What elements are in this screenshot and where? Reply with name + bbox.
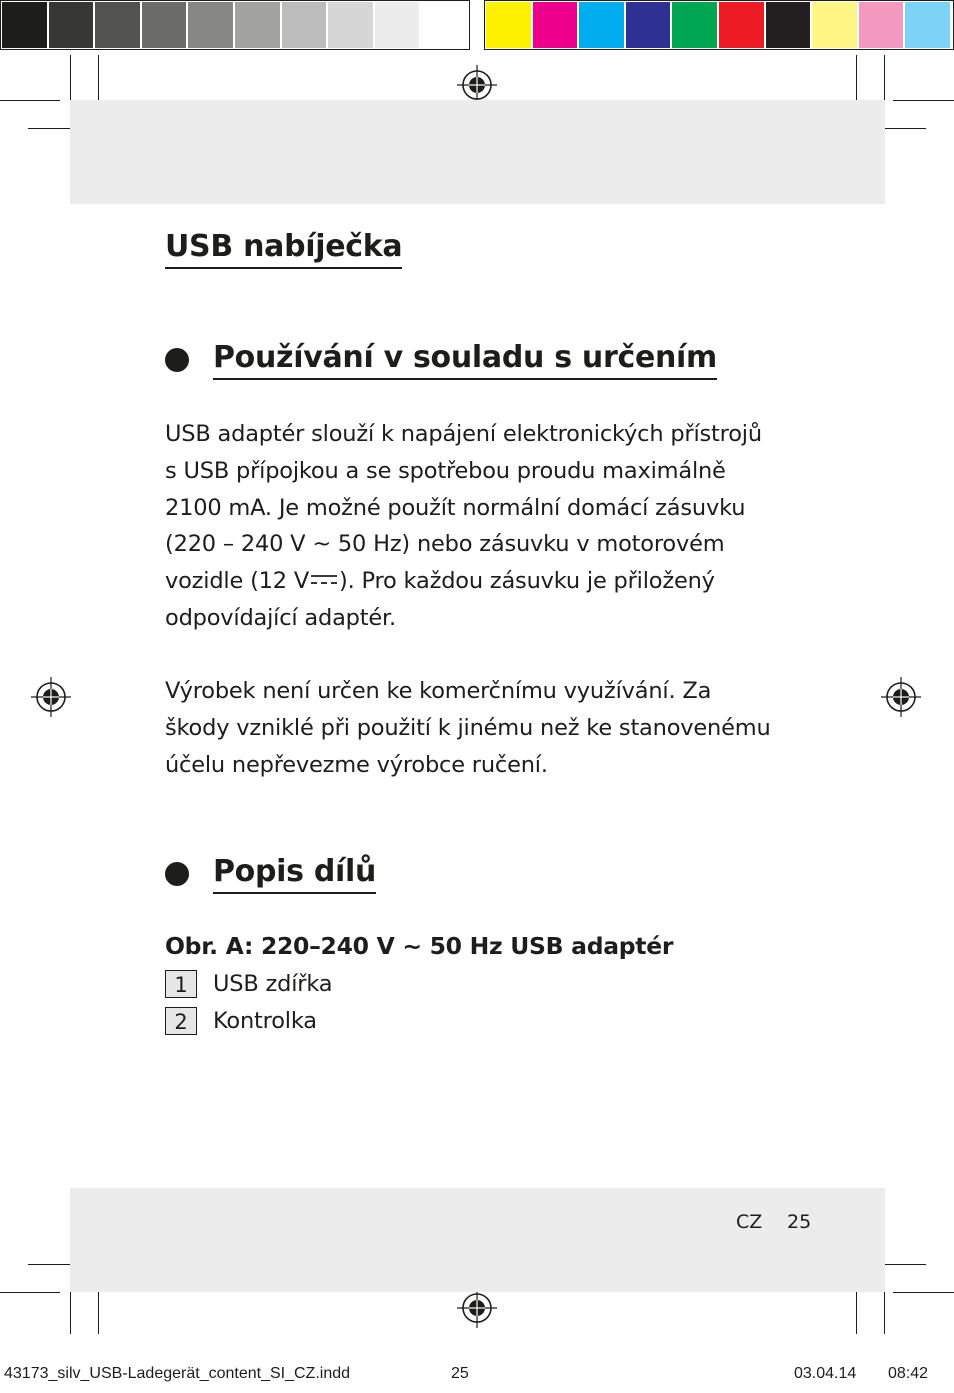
intended-use-paragraph [165,416,805,637]
crop-mark [98,55,99,102]
direct-current-symbol-icon [309,571,339,589]
crop-mark [70,55,71,102]
text-line: škody vzniklé při použití k jinému než ke stanovenému [165,714,771,741]
color-swatch [533,2,578,48]
text-fragment: vozidle (12 V [165,568,310,595]
color-swatch [719,2,764,48]
color-swatch [486,2,531,48]
gray-swatch [235,2,280,48]
section-heading-parts: Popis dílů [213,853,376,894]
crop-mark [0,100,60,101]
gray-swatch [375,2,420,48]
text-line: s USB přípojkou a se spotřebou proudu maximálně [165,457,726,484]
color-swatch [579,2,624,48]
figure-caption: Obr. A: 220–240 V ~ 50 Hz USB adaptér [165,932,674,960]
page-title: USB nabíječka [165,228,402,269]
text-line: 2100 mA. Je možné použít normální domácí zásuvku [165,494,746,521]
parts-list-item [165,1006,317,1036]
registration-mark-icon [457,1288,497,1328]
crop-mark [856,55,857,102]
gray-swatch [282,2,327,48]
text-line: USB adaptér slouží k napájení elektronických přístrojů [165,421,762,447]
parts-list-item [165,969,332,999]
color-swatch [905,2,950,48]
bullet-icon [165,348,189,372]
footer-language: CZ [736,1211,763,1233]
gray-swatch [142,2,187,48]
bullet-icon [165,862,189,886]
gray-swatch [95,2,140,48]
registration-mark-icon [31,677,71,717]
text-line [165,563,805,600]
slug-time: 08:42 [888,1365,929,1382]
registration-mark-icon [457,65,497,105]
part-number: 1 [165,970,197,998]
gray-swatch [2,2,47,48]
gray-swatch [49,2,94,48]
slug-file-page: 25 [451,1365,469,1382]
footer-band [70,1188,885,1292]
color-swatch [672,2,717,48]
text-line: odpovídající adaptér. [165,604,396,631]
crop-mark [893,100,954,101]
gray-swatch [188,2,233,48]
part-label: USB zdířka [213,971,333,997]
color-swatch [626,2,671,48]
crop-mark [884,55,885,102]
gray-swatch [328,2,373,48]
section-heading-intended-use: Používání v souladu s určením [213,339,717,380]
text-line: účelu nepřevezme výrobce ručení. [165,751,548,778]
part-number: 2 [165,1007,197,1035]
commercial-use-paragraph [165,673,805,783]
slug-filename: 43173_silv_USB-Ladegerät_content_SI_CZ.indd [4,1365,351,1382]
crop-mark [0,1292,60,1293]
header-band [70,100,885,204]
part-label: Kontrolka [213,1008,317,1034]
text-line: (220 – 240 V ~ 50 Hz) nebo zásuvku v motorovém [165,531,725,558]
gray-swatch [421,2,466,48]
registration-mark-icon [881,677,921,717]
color-swatch [766,2,811,48]
crop-mark [893,1292,954,1293]
color-swatch [812,2,857,48]
color-swatch [859,2,904,48]
footer-page-number: 25 [787,1211,812,1233]
text-line: Výrobek není určen ke komerčnímu využívání. Za [165,678,712,704]
text-fragment: ). Pro každou zásuvku je přiložený [339,568,715,595]
slug-date: 03.04.14 [794,1365,857,1382]
